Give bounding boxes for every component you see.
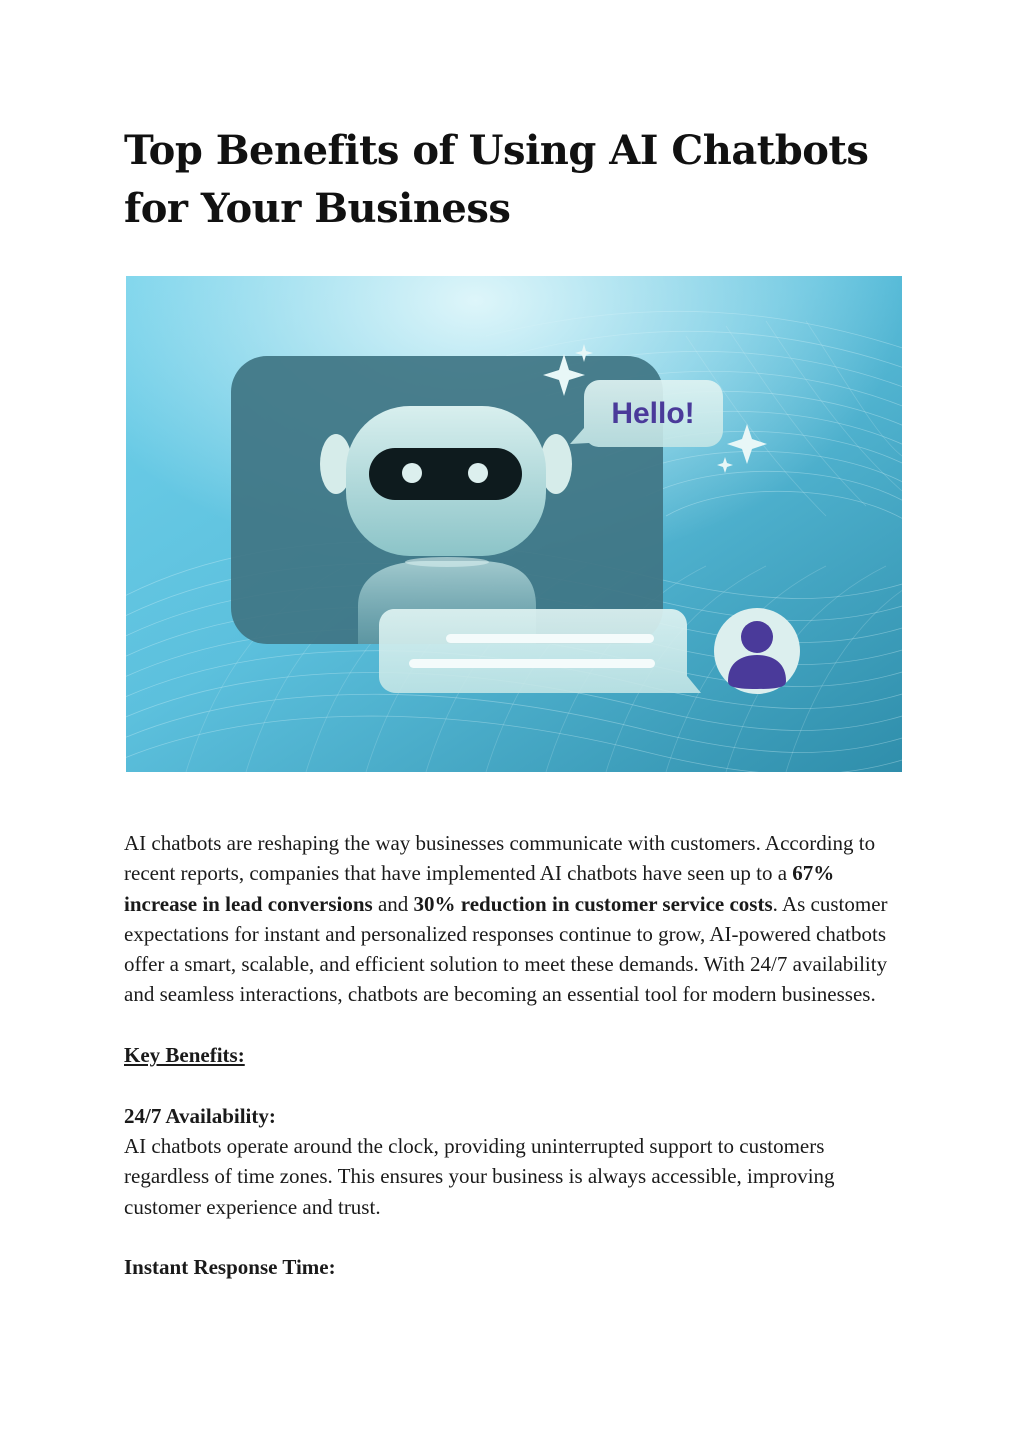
message-line-2 (409, 659, 655, 668)
stat-cost-reduction: 30% reduction in customer service costs (413, 891, 773, 916)
robot-visor (369, 448, 522, 500)
benefit-text-availability: AI chatbots operate around the clock, providing uninterrupted support to customers regardless of time zones. This ensures your business is always accessible, improving customer experience and trust. (124, 1133, 835, 1219)
benefit-heading-response-time: Instant Response Time: (124, 1255, 336, 1280)
hello-text: Hello! (611, 397, 695, 430)
hero-illustration (126, 276, 902, 772)
intro-paragraph: AI chatbots are reshaping the way businesses communicate with customers. According to recent reports, companies that have implemented AI chatbots have seen up to a 67% increase in lead conversions and 30% reduction in customer service costs. As customer expectations for instant and personalized responses continue to grow, AI-powered chatbots offer a smart, scalable, and efficient solution to meet these demands. With 24/7 availability and seamless interactions, chatbots are becoming an essential tool for modern businesses. (124, 831, 888, 1007)
key-benefits-heading: Key Benefits: (124, 1043, 245, 1068)
message-line-1 (446, 634, 654, 643)
robot-eye-right (468, 463, 488, 483)
article-body (124, 828, 904, 1282)
stat-lead-conversions: 67% increase in lead conversions (124, 861, 835, 916)
user-avatar-icon (714, 608, 800, 694)
page-title: Top Benefits of Using AI Chatbots for Your Business (124, 127, 869, 232)
robot-eye-left (402, 463, 422, 483)
benefit-heading-availability: 24/7 Availability: (124, 1103, 276, 1128)
message-bubble (379, 609, 701, 693)
